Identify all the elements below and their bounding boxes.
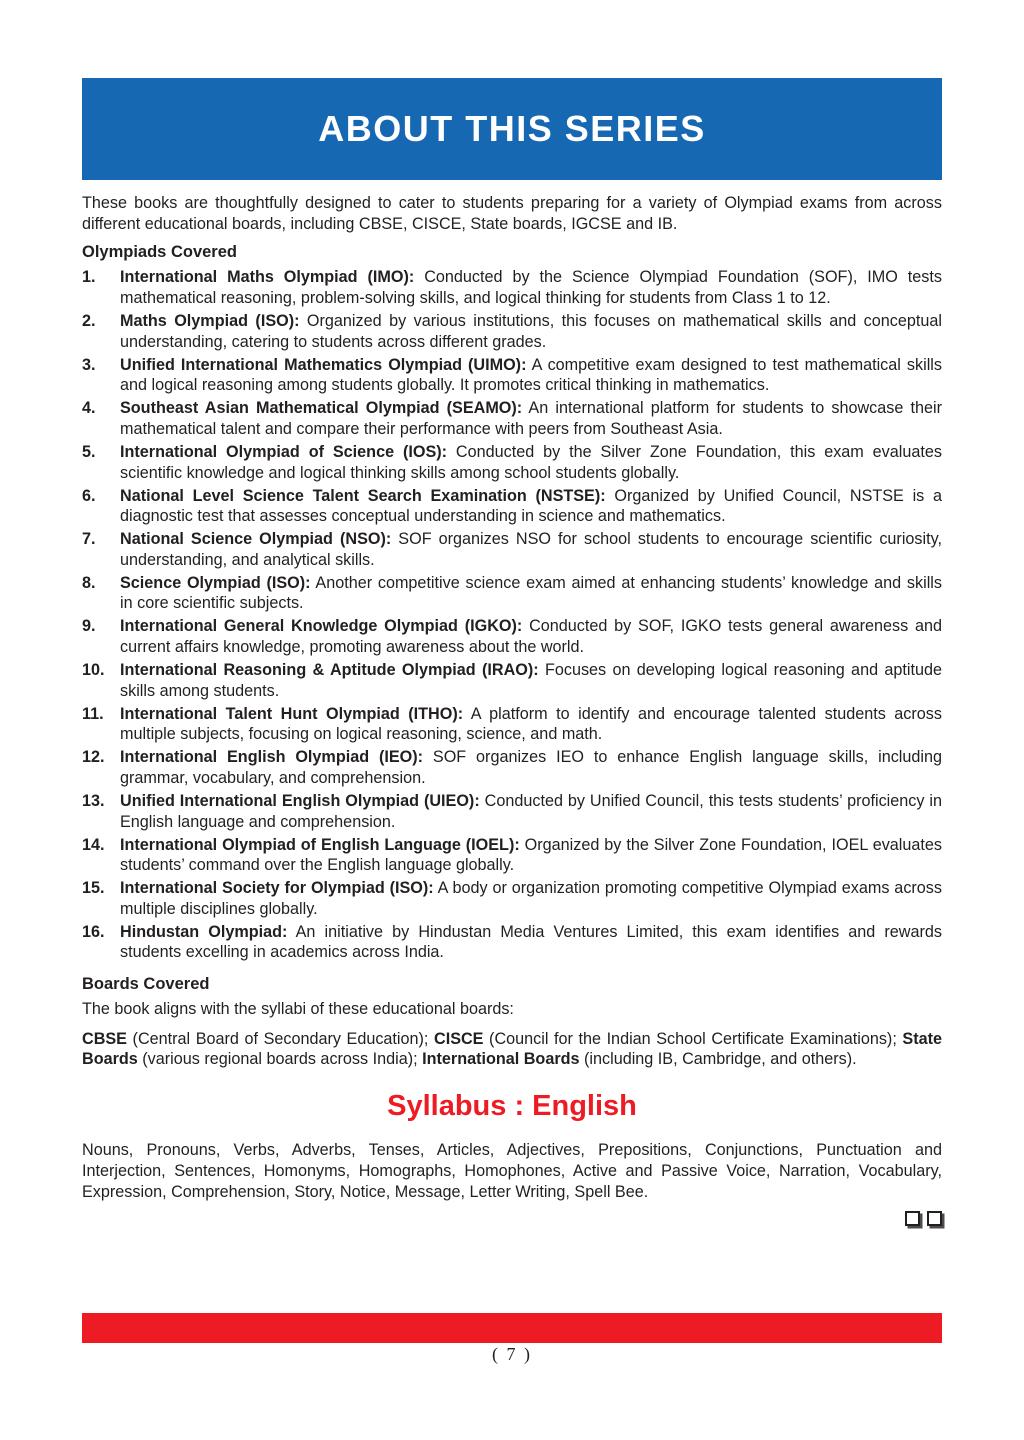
shadowed-square-icon xyxy=(905,1211,920,1226)
olympiad-item-number: 9. xyxy=(82,617,96,636)
olympiad-item-text: International Reasoning & Aptitude Olympiad (IRAO): Focuses on developing logical reasoning and aptitude skills among students. xyxy=(120,661,942,700)
olympiad-item xyxy=(82,573,942,614)
olympiad-item-text: National Science Olympiad (NSO): SOF organizes NSO for school students to encourage scientific curiosity, understanding, and analytical skills. xyxy=(120,530,942,569)
boards-detail: CBSE (Central Board of Secondary Education); CISCE (Council for the Indian School Certificate Examinations); State Boards (various regional boards across India); International Boards (including IB, Cambridge, and others). xyxy=(82,1029,942,1069)
syllabus-heading: Syllabus : English xyxy=(387,1090,637,1123)
olympiad-item xyxy=(82,267,942,308)
olympiad-item-number: 15. xyxy=(82,879,105,898)
olympiad-item-text: Science Olympiad (ISO): Another competitive science exam aimed at enhancing students’ knowledge and skills in core scientific subjects. xyxy=(120,573,942,613)
olympiad-item xyxy=(82,311,942,352)
olympiad-item xyxy=(82,616,942,657)
olympiad-item-number: 11. xyxy=(82,704,104,723)
olympiad-item-text: Unified International English Olympiad (UIEO): Conducted by Unified Council, this tests students’ proficiency in English language and comprehension. xyxy=(120,791,942,831)
olympiad-item-text: Unified International Mathematics Olympiad (UIMO): A competitive exam designed to test mathematical skills and logical reasoning among students globally. It promotes critical thinking in mathematics. xyxy=(120,355,943,395)
olympiads-heading: Olympiads Covered xyxy=(82,243,237,262)
olympiad-item-number: 2. xyxy=(82,312,96,331)
page-number: ( 7 ) xyxy=(492,1344,532,1364)
olympiad-item-number: 1. xyxy=(82,268,96,287)
olympiad-item xyxy=(82,529,942,570)
olympiad-item-number: 13. xyxy=(82,791,105,810)
footer-rule xyxy=(82,1313,942,1343)
olympiad-item xyxy=(82,835,942,876)
olympiad-item-number: 7. xyxy=(82,530,96,549)
olympiad-item xyxy=(82,747,942,788)
olympiad-item-text: International Talent Hunt Olympiad (ITHO): A platform to identify and encourage talented students across multiple subjects, focusing on logical reasoning, science, and math. xyxy=(120,704,942,744)
boards-intro: The book aligns with the syllabi of these educational boards: xyxy=(82,999,514,1018)
olympiad-item xyxy=(82,791,942,832)
olympiad-item xyxy=(82,922,942,963)
olympiad-item-number: 16. xyxy=(82,922,105,941)
olympiad-item-number: 5. xyxy=(82,442,96,461)
intro-paragraph: These books are thoughtfully designed to cater to students preparing for a variety of Olympiad exams from across different educational boards, including CBSE, CISCE, State boards, IGCSE and IB. xyxy=(82,194,942,233)
end-of-section-squares-icon xyxy=(82,1211,942,1229)
syllabus-paragraph: Nouns, Pronouns, Verbs, Adverbs, Tenses, Articles, Adjectives, Prepositions, Conjunctions, Punctuation and Interjection, Sentences, Homonyms, Homographs, Homophones, Active and Passive Voice, Narration, Vocabulary, Expression, Comprehension, Story, Notice, Message, Letter Writing, Spell Bee. xyxy=(82,1141,942,1201)
olympiad-item-number: 14. xyxy=(82,835,105,854)
olympiad-item xyxy=(82,704,942,745)
olympiad-item-text: Hindustan Olympiad: An initiative by Hindustan Media Ventures Limited, this exam identifies and rewards students excelling in academics across India. xyxy=(120,922,942,962)
shadowed-square-icon xyxy=(927,1211,942,1226)
series-banner xyxy=(82,78,942,180)
olympiad-item-text: National Level Science Talent Search Examination (NSTSE): Organized by Unified Council, NSTSE is a diagnostic test that assesses conceptual understanding in science and mathematics. xyxy=(120,486,942,526)
olympiad-item xyxy=(82,442,942,483)
olympiad-item xyxy=(82,660,942,701)
olympiad-item xyxy=(82,398,942,439)
olympiad-item-text: International Maths Olympiad (IMO): Conducted by the Science Olympiad Foundation (SOF), IMO tests mathematical reasoning, problem-solving skills, and logical thinking for students from Class 1 to 12. xyxy=(120,268,942,308)
page-title: ABOUT THIS SERIES xyxy=(318,108,706,149)
boards-heading: Boards Covered xyxy=(82,974,210,993)
olympiad-item-number: 3. xyxy=(82,355,96,374)
olympiad-item xyxy=(82,355,942,396)
olympiad-item xyxy=(82,486,942,527)
olympiad-item-number: 12. xyxy=(82,748,105,767)
olympiad-item-text: International English Olympiad (IEO): SOF organizes IEO to enhance English language skills, including grammar, vocabulary, and comprehension. xyxy=(120,748,943,787)
book-page-content xyxy=(82,78,942,1229)
olympiad-item-text: Maths Olympiad (ISO): Organized by various institutions, this focuses on mathematical skills and conceptual understanding, catering to students across different grades. xyxy=(120,312,942,351)
olympiad-item xyxy=(82,878,942,919)
olympiad-item-text: International Olympiad of English Language (IOEL): Organized by the Silver Zone Foundation, IOEL evaluates students’ command over the English language globally. xyxy=(120,835,942,875)
olympiad-item-number: 6. xyxy=(82,486,96,505)
olympiad-item-number: 10. xyxy=(82,661,105,680)
olympiad-item-text: Southeast Asian Mathematical Olympiad (SEAMO): An international platform for students to showcase their mathematical talent and compare their performance with peers from Southeast Asia. xyxy=(120,399,942,438)
olympiad-item-number: 4. xyxy=(82,399,96,418)
olympiad-list xyxy=(82,267,942,963)
olympiad-item-number: 8. xyxy=(82,573,96,592)
olympiad-item-text: International General Knowledge Olympiad (IGKO): Conducted by SOF, IGKO tests general awareness and current affairs knowledge, promoting awareness about the world. xyxy=(120,617,942,657)
olympiad-item-text: International Olympiad of Science (IOS): Conducted by the Silver Zone Foundation, this exam evaluates scientific knowledge and logical thinking skills among school students globally. xyxy=(120,442,942,482)
olympiad-item-text: International Society for Olympiad (ISO): A body or organization promoting competitive Olympiad exams across multiple disciplines globally. xyxy=(120,879,942,918)
